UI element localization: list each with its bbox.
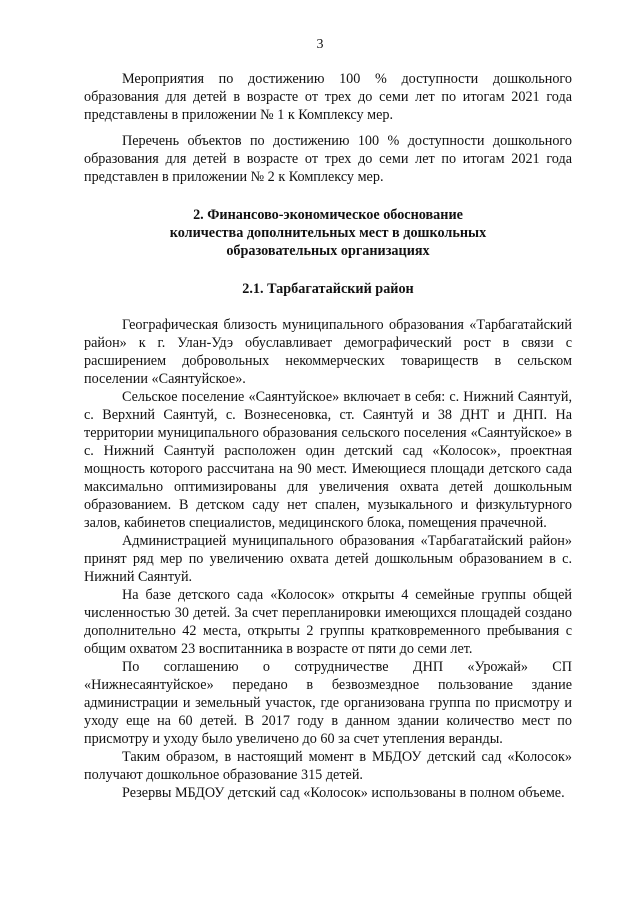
section-heading-line-3: образовательных организациях [226,243,430,259]
intro-paragraph-2: Перечень объектов по достижению 100 % доступности дошкольного образования для детей в возрасте от трех до семи лет по итогам 2021 года представлен в приложении № 2 к Комплексу мер. [84,133,572,185]
subsection-heading: 2.1. Тарбагатайский район [242,281,414,297]
body-paragraph: Сельское поселение «Саянтуйское» включает в себя: с. Нижний Саянтуй, с. Верхний Саянтуй, с. Вознесеновка, ст. Саянтуй и 38 ДНТ и ДНП. На территории муниципального образования сельского поселения «Саянтуйское» в с. Нижний Саянтуй расположен один детский сад «Колосок», проектная мощность которого рассчитана на 90 мест. Имеющиеся площади детского сада максимально оптимизированы для увеличения охвата детей дошкольным образованием. В детском саду нет спален, музыкального и физкультурного залов, кабинетов специалистов, медицинского блока, помещения прачечной. [84,389,572,531]
body-paragraph: Администрацией муниципального образования «Тарбагатайский район» принят ряд мер по увеличению охвата детей дошкольным образованием в с. Нижний Саянтуй. [84,533,572,585]
section-heading-line-1: 2. Финансово-экономическое обоснование [193,207,463,223]
intro-paragraph-1: Мероприятия по достижению 100 % доступности дошкольного образования для детей в возрасте от трех до семи лет по итогам 2021 года представлены в приложении № 1 к Комплексу мер. [84,71,572,123]
body-paragraph: Таким образом, в настоящий момент в МБДОУ детский сад «Колосок» получают дошкольное образование 315 детей. [84,749,572,783]
page-number: 3 [316,37,324,52]
paragraph-gap [84,124,572,132]
body-paragraph: По соглашению о сотрудничестве ДНП «Урожай» СП «Нижнесаянтуйское» передано в безвозмездное пользование здание администрации и земельный участок, где организована группа по присмотру и уходу еще на 60 детей. В 2017 году в данном здании количество мест по присмотру и уходу было увеличено до 60 за счет утепления веранды. [84,659,572,747]
body-paragraph: На базе детского сада «Колосок» открыты 4 семейные группы общей численностью 30 детей. За счет перепланировки имеющихся площадей создано дополнительно 42 места, открыты 2 группы кратковременного пребывания с общим охватом 23 воспитанника в возрасте от пяти до семи лет. [84,587,572,657]
body-paragraph: Резервы МБДОУ детский сад «Колосок» использованы в полном объеме. [122,785,565,801]
section-heading-line-2: количества дополнительных мест в дошкольных [169,225,487,241]
body-paragraph: Географическая близость муниципального образования «Тарбагатайский район» к г. Улан-Удэ обуславливает демографический рост в связи с расширением добровольных некоммерческих товариществ в сельском поселении «Саянтуйское». [84,317,572,387]
section-heading [84,206,572,260]
page-content [84,70,572,802]
